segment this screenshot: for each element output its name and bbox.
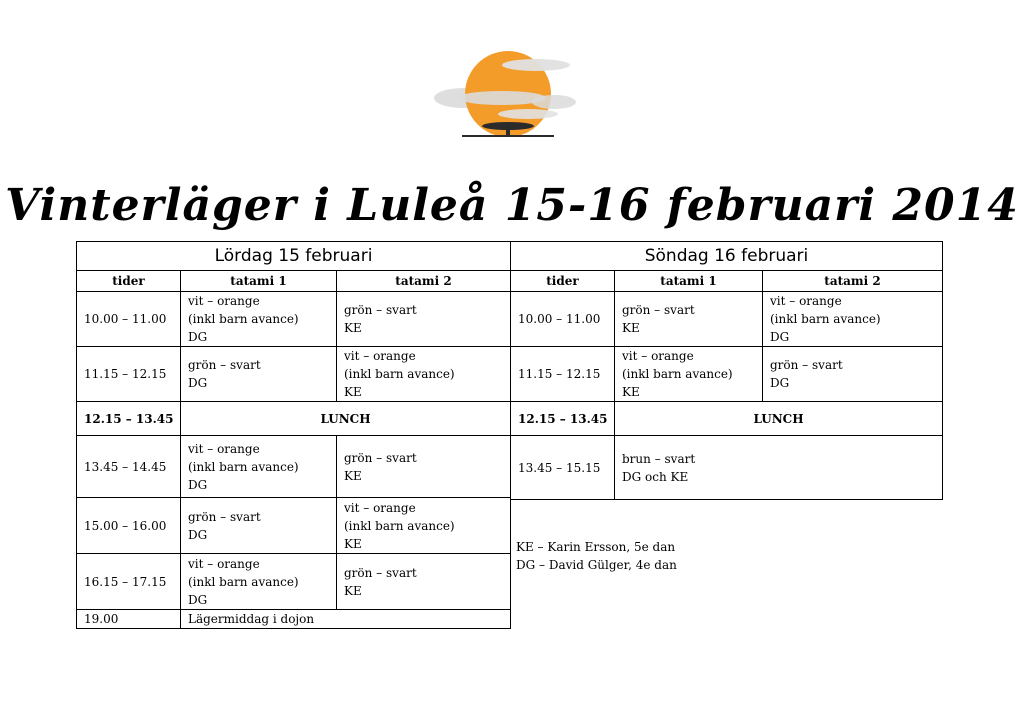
tatami-1-cell: vit – orange (inkl barn avance) DG — [181, 292, 337, 347]
table-row — [77, 292, 511, 347]
table-row — [511, 436, 943, 500]
tatami-1-cell: grön – svart DG — [181, 498, 337, 554]
time-cell: 10.00 – 11.00 — [511, 292, 615, 347]
time-cell: 11.15 – 12.15 — [511, 347, 615, 402]
tatami-2-cell: vit – orange (inkl barn avance) KE — [337, 498, 511, 554]
col-header-tatami-2: tatami 2 — [337, 271, 511, 292]
tatami-2-cell: grön – svart KE — [337, 292, 511, 347]
ground-line — [462, 135, 554, 137]
tatami-1-cell: grön – svart KE — [615, 292, 763, 347]
table-row — [511, 292, 943, 347]
saturday-title: Lördag 15 februari — [77, 242, 511, 271]
table-row — [77, 554, 511, 610]
instructor-legend — [516, 538, 677, 574]
cloud-right — [532, 95, 576, 109]
time-cell: 16.15 – 17.15 — [77, 554, 181, 610]
sunset-tree-logo — [432, 46, 578, 148]
tatami-2-cell: vit – orange (inkl barn avance) DG — [763, 292, 943, 347]
tatami-2-cell: vit – orange (inkl barn avance) KE — [337, 347, 511, 402]
tatami-1-cell: vit – orange (inkl barn avance) DG — [181, 436, 337, 498]
saturday-schedule — [76, 241, 511, 629]
tatami-2-cell: grön – svart DG — [763, 347, 943, 402]
time-cell: 13.45 – 14.45 — [77, 436, 181, 498]
col-header-time: tider — [77, 271, 181, 292]
page-title: Vinterläger i Luleå 15-16 februari 2014 — [5, 180, 1019, 231]
time-cell: 10.00 – 11.00 — [77, 292, 181, 347]
col-header-time: tider — [511, 271, 615, 292]
legend-item: DG – David Gülger, 4e dan — [516, 558, 677, 572]
legend-item: KE – Karin Ersson, 5e dan — [516, 540, 676, 554]
sunday-schedule — [510, 241, 943, 500]
time-cell: 13.45 – 15.15 — [511, 436, 615, 500]
tatami-2-cell: grön – svart KE — [337, 436, 511, 498]
tatami-1-cell: vit – orange (inkl barn avance) DG — [181, 554, 337, 610]
event-cell: Lägermiddag i dojon — [181, 610, 511, 629]
cloud-low — [498, 109, 558, 119]
lunch-cell: LUNCH — [615, 402, 943, 436]
merged-cell: brun – svart DG och KE — [615, 436, 943, 500]
col-header-tatami-1: tatami 1 — [181, 271, 337, 292]
table-row — [511, 347, 943, 402]
table-row — [77, 436, 511, 498]
time-cell: 15.00 – 16.00 — [77, 498, 181, 554]
time-cell: 11.15 – 12.15 — [77, 347, 181, 402]
tatami-2-cell: grön – svart KE — [337, 554, 511, 610]
sunday-title: Söndag 16 februari — [511, 242, 943, 271]
col-header-tatami-2: tatami 2 — [763, 271, 943, 292]
table-row — [77, 347, 511, 402]
table-row — [77, 402, 511, 436]
tree-trunk — [506, 126, 510, 136]
lunch-cell: LUNCH — [181, 402, 511, 436]
col-header-tatami-1: tatami 1 — [615, 271, 763, 292]
time-cell: 12.15 – 13.45 — [511, 402, 615, 436]
table-row — [77, 610, 511, 629]
tatami-1-cell: grön – svart DG — [181, 347, 337, 402]
time-cell: 19.00 — [77, 610, 181, 629]
time-cell: 12.15 – 13.45 — [77, 402, 181, 436]
table-row — [511, 402, 943, 436]
table-row — [77, 498, 511, 554]
cloud-top — [502, 59, 570, 71]
tatami-1-cell: vit – orange (inkl barn avance) KE — [615, 347, 763, 402]
